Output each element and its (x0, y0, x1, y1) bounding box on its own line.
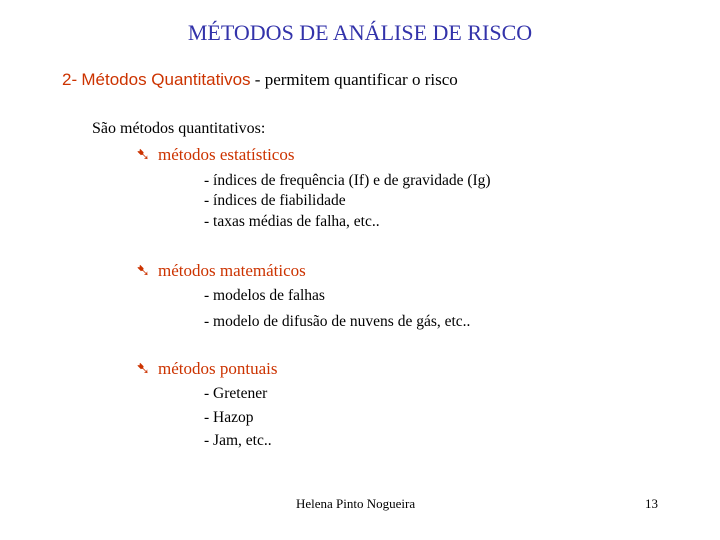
arrow-bullet-icon: ➷ (136, 261, 151, 280)
arrow-bullet-icon: ➷ (136, 359, 151, 378)
category-statistical (136, 145, 294, 165)
list-item: - índices de frequência (If) e de gravidade (Ig) (204, 172, 491, 189)
category-label: métodos estatísticos (158, 145, 295, 164)
list-item: - Hazop (204, 409, 254, 426)
list-item: - modelo de difusão de nuvens de gás, etc.. (204, 313, 471, 330)
intro-text: São métodos quantitativos: (92, 120, 266, 137)
section-description: - permitem quantificar o risco (250, 70, 458, 89)
section-number: 2- (62, 70, 78, 89)
arrow-bullet-icon: ➷ (136, 145, 151, 164)
list-item: - índices de fiabilidade (204, 192, 346, 209)
footer-author: Helena Pinto Nogueira (296, 496, 416, 511)
category-label: métodos pontuais (158, 359, 278, 378)
section-heading (62, 70, 458, 90)
category-mathematical (136, 261, 306, 281)
category-point (136, 359, 277, 379)
list-item: - Gretener (204, 385, 268, 402)
category-label: métodos matemáticos (158, 261, 306, 280)
list-item: - taxas médias de falha, etc.. (204, 213, 380, 230)
section-title: Métodos Quantitativos (81, 70, 251, 89)
page-number: 13 (645, 496, 658, 511)
slide-title: MÉTODOS DE ANÁLISE DE RISCO (187, 20, 533, 45)
list-item: - Jam, etc.. (204, 432, 272, 449)
list-item: - modelos de falhas (204, 287, 325, 304)
